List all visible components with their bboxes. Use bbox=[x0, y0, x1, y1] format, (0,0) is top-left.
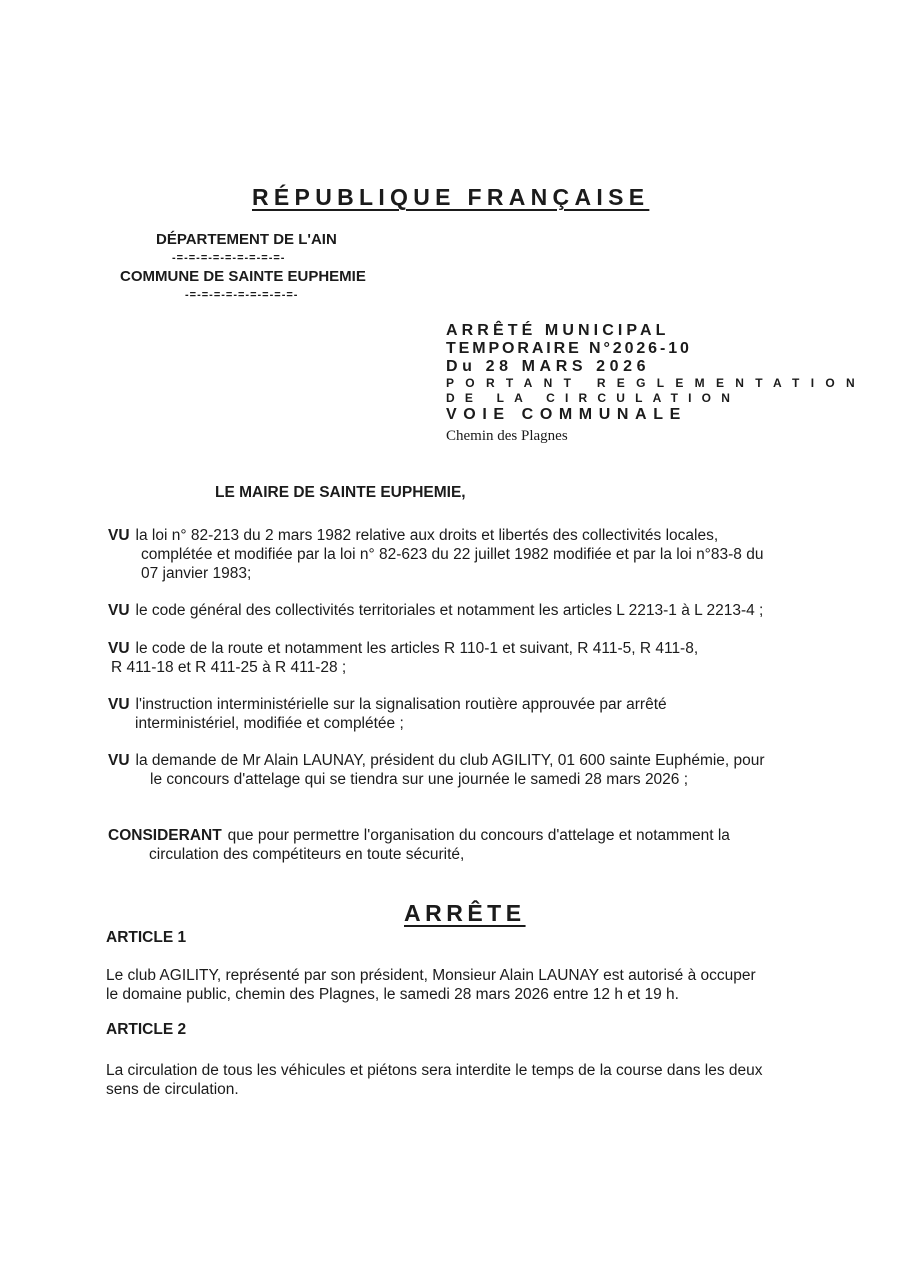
article-text-line: La circulation de tous les véhicules et piétons sera interdite le temps de la course dans les deux bbox=[106, 1062, 763, 1079]
vu-text: le code de la route et notamment les articles R 110-1 et suivant, R 411-5, R 411-8, bbox=[135, 640, 699, 657]
vu-text: complétée et modifiée par la loi n° 82-623 du 22 juillet 1982 modifiée et par la loi n°83-8 du bbox=[141, 546, 764, 563]
vu-keyword: VU bbox=[108, 696, 130, 713]
article-text-line: le domaine public, chemin des Plagnes, le samedi 28 mars 2026 entre 12 h et 19 h. bbox=[106, 986, 679, 1003]
vu-paragraph-2 bbox=[108, 601, 800, 620]
article-text-line: sens de circulation. bbox=[106, 1081, 239, 1098]
republic-title: RÉPUBLIQUE FRANÇAISE bbox=[252, 184, 650, 210]
considerant-text: que pour permettre l'organisation du concours d'attelage et notamment la bbox=[227, 827, 730, 844]
vu-keyword: VU bbox=[108, 602, 130, 619]
vu-paragraph-4 bbox=[108, 695, 800, 733]
vu-text: R 411-18 et R 411-25 à R 411-28 ; bbox=[111, 659, 347, 676]
vu-text: la loi n° 82-213 du 2 mars 1982 relative aux droits et libertés des collectivités locales, bbox=[135, 527, 719, 544]
vu-text: le code général des collectivités territoriales et notamment les articles L 2213-1 à L 2213-4 ; bbox=[135, 602, 764, 619]
vu-text: la demande de Mr Alain LAUNAY, président du club AGILITY, 01 600 sainte Euphémie, pour bbox=[135, 752, 765, 769]
decree-line-2: TEMPORAIRE N°2026-10 bbox=[446, 340, 692, 357]
vu-paragraph-1 bbox=[108, 526, 800, 583]
vu-keyword: VU bbox=[108, 752, 130, 769]
considerant-paragraph bbox=[108, 826, 800, 864]
decree-line-5: DE LA CIRCULATION bbox=[446, 391, 741, 405]
vu-keyword: VU bbox=[108, 527, 130, 544]
vu-text: l'instruction interministérielle sur la signalisation routière approuvée par arrêté bbox=[135, 696, 667, 713]
vu-paragraph-3 bbox=[108, 639, 800, 677]
article-1-title: ARTICLE 1 bbox=[106, 929, 187, 946]
commune-name: COMMUNE DE SAINTE EUPHEMIE bbox=[120, 268, 366, 285]
vu-text: interministériel, modifiée et complétée ; bbox=[135, 715, 404, 732]
mayor-heading: LE MAIRE DE SAINTE EUPHEMIE, bbox=[215, 484, 466, 501]
article-1-text bbox=[106, 966, 806, 1004]
decree-line-3: Du 28 MARS 2026 bbox=[446, 358, 651, 375]
article-2-text bbox=[106, 1061, 806, 1099]
department-name: DÉPARTEMENT DE L'AIN bbox=[156, 231, 337, 248]
vu-text: le concours d'attelage qui se tiendra sur une journée le samedi 28 mars 2026 ; bbox=[150, 771, 689, 788]
separator-2: -=-=-=-=-=-=-=-=-=- bbox=[185, 289, 299, 301]
decree-line-1: ARRÊTÉ MUNICIPAL bbox=[446, 322, 670, 339]
vu-keyword: VU bbox=[108, 640, 130, 657]
decree-line-4: PORTANT REGLEMENTATION bbox=[446, 376, 866, 390]
decree-place: Chemin des Plagnes bbox=[446, 428, 568, 444]
article-2-title: ARTICLE 2 bbox=[106, 1021, 187, 1038]
vu-paragraph-5 bbox=[108, 751, 800, 789]
arrete-heading: ARRÊTE bbox=[404, 900, 526, 926]
decree-title-block bbox=[446, 322, 866, 445]
considerant-keyword: CONSIDERANT bbox=[108, 827, 222, 844]
separator-1: -=-=-=-=-=-=-=-=-=- bbox=[172, 252, 286, 264]
vu-text: 07 janvier 1983; bbox=[141, 565, 252, 582]
decree-line-6: VOIE COMMUNALE bbox=[446, 406, 687, 423]
considerant-text: circulation des compétiteurs en toute sécurité, bbox=[149, 846, 465, 863]
article-text-line: Le club AGILITY, représenté par son président, Monsieur Alain LAUNAY est autorisé à occuper bbox=[106, 967, 756, 984]
